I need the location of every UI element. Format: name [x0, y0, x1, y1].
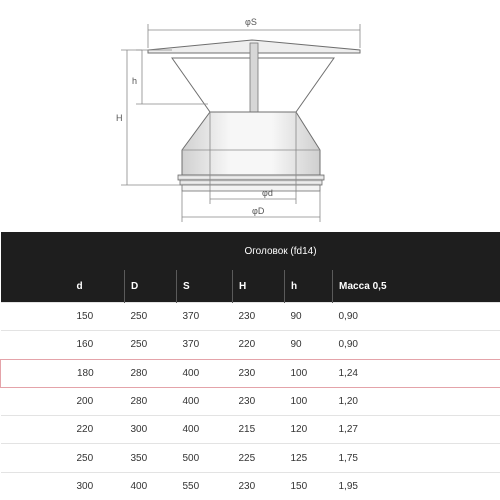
table-row: [1, 416, 500, 444]
cell-mass: 1,95: [333, 472, 500, 500]
table-title: Оголовок (fd14): [1, 232, 500, 270]
cell-mass: 1,75: [333, 444, 500, 472]
table-row: [1, 444, 500, 472]
cell-D: 250: [125, 303, 177, 331]
cell-mass: 1,27: [333, 416, 500, 444]
column-header-D: D: [125, 270, 177, 303]
table-row: [1, 472, 500, 500]
cell-h: 120: [285, 416, 333, 444]
cell-D: 350: [125, 444, 177, 472]
column-header-H: H: [233, 270, 285, 303]
cell-H: 230: [233, 303, 285, 331]
cell-h: 100: [285, 359, 333, 387]
dimension-H: [121, 50, 180, 185]
dimension-D: [182, 191, 320, 222]
cell-D: 300: [125, 416, 177, 444]
cap-collar: [182, 185, 320, 191]
column-header-S: S: [177, 270, 233, 303]
cell-S: 400: [177, 359, 233, 387]
column-header-mass: Масса 0,5: [333, 270, 500, 303]
table-header-row: [1, 270, 500, 303]
cell-h: 125: [285, 444, 333, 472]
dimension-S-label: φS: [245, 17, 257, 27]
dimension-d-label: φd: [262, 188, 273, 198]
dimension-H-label: H: [116, 113, 123, 123]
cell-H: 230: [233, 359, 285, 387]
cell-d: 200: [76, 395, 94, 407]
cap-band-bottom: [180, 180, 322, 185]
cell-d: 220: [1, 416, 125, 444]
specification-table: [0, 232, 500, 500]
cell-h: 90: [285, 303, 333, 331]
cell-h: 100: [290, 395, 308, 407]
dimension-h-label: h: [132, 76, 138, 86]
support-post: [250, 43, 258, 119]
cap-body: [182, 112, 320, 175]
cell-H: 225: [233, 444, 285, 472]
cell-S: 370: [177, 303, 233, 331]
cell-mass: 1,20: [338, 395, 358, 407]
cell-d: 150: [1, 303, 125, 331]
table-row: [1, 387, 500, 415]
cell-H: 220: [233, 331, 285, 359]
cell-S: 500: [177, 444, 233, 472]
cell-S: 550: [177, 472, 233, 500]
table-row: [1, 331, 500, 359]
cell-h: 90: [285, 331, 333, 359]
cell-d: 300: [1, 472, 125, 500]
cell-mass: 0,90: [333, 303, 500, 331]
cell-d: 250: [1, 444, 125, 472]
chimney-cap-drawing: [0, 0, 500, 232]
cell-mass: 1,24: [333, 359, 500, 387]
cell-S: 400: [182, 395, 200, 407]
table-row-highlighted: [1, 359, 500, 387]
cell-mass: 0,90: [333, 331, 500, 359]
cell-D: 250: [125, 331, 177, 359]
cell-d: 160: [1, 331, 125, 359]
cell-S: 370: [177, 331, 233, 359]
cap-band-top: [178, 175, 324, 180]
cell-D: 280: [125, 359, 177, 387]
cell-H: 230: [238, 395, 256, 407]
cell-D: 280: [130, 395, 148, 407]
cell-S: 400: [177, 416, 233, 444]
dimension-D-label: φD: [252, 206, 265, 216]
cell-d: 180: [1, 359, 125, 387]
cell-h: 150: [285, 472, 333, 500]
table-row: [1, 303, 500, 331]
cell-H: 215: [233, 416, 285, 444]
column-header-d: d: [1, 270, 125, 303]
table-title-row: [1, 232, 500, 270]
cell-D: 400: [125, 472, 177, 500]
cell-H: 230: [233, 472, 285, 500]
column-header-h: h: [285, 270, 333, 303]
